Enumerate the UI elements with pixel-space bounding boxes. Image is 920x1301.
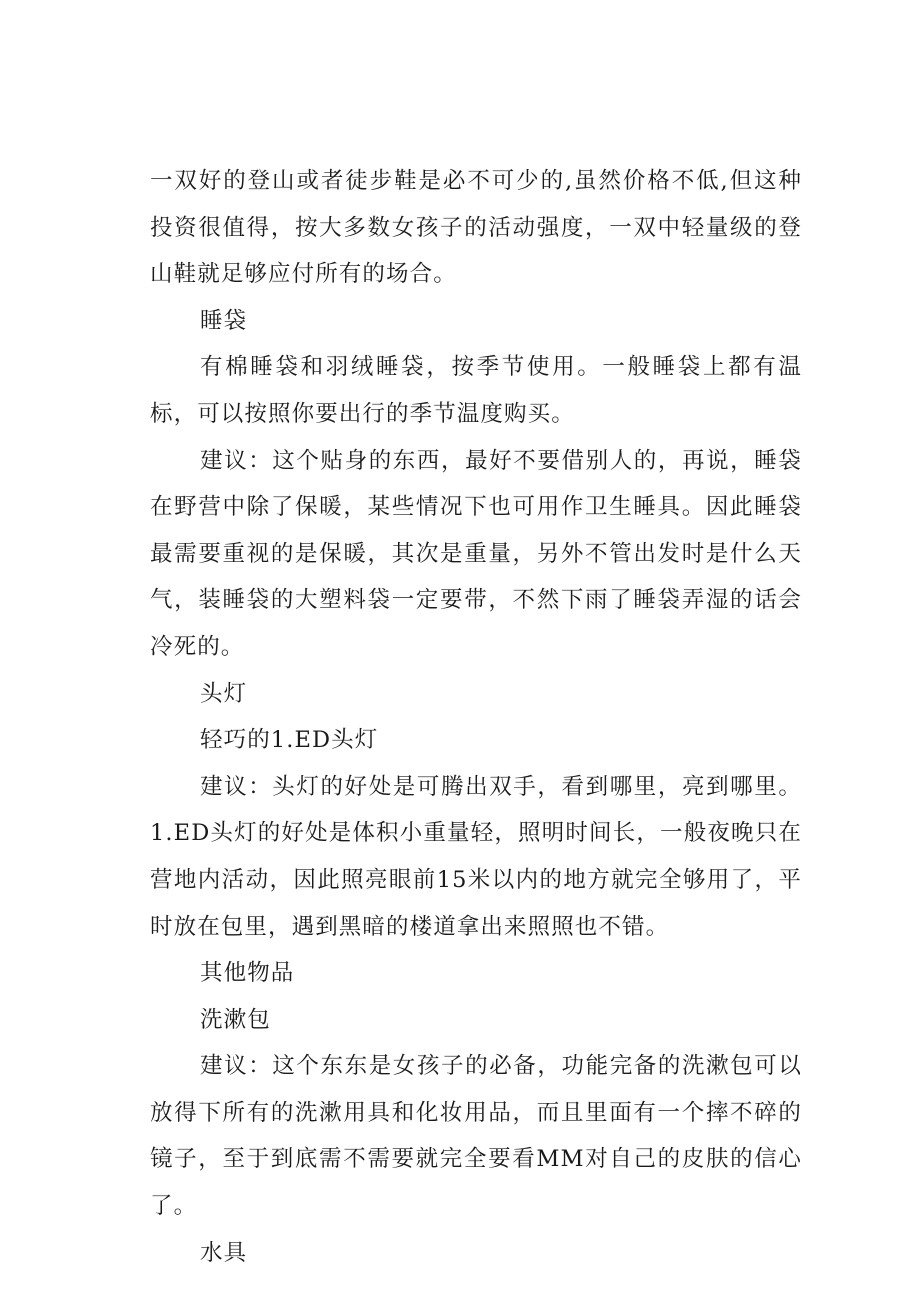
heading-other-items: 其他物品: [200, 960, 295, 987]
heading-sleeping-bag: 睡袋: [200, 307, 248, 334]
heading-headlamp: 头灯: [200, 680, 248, 707]
paragraph-toiletry-advice: 建议：这个东东是女孩子的必备，功能完备的洗漱包可以放得下所有的洗漱用具和化妆用品，而且里面有一个摔不碎的镜子，至于到底需不需要就完全要看MM对自己的皮肤的信心了。: [150, 1053, 802, 1220]
paragraph-sleeping-bag-advice: 建议：这个贴身的东西，最好不要借别人的，再说，睡袋在野营中除了保暖，某些情况下也可用作卫生睡具。因此睡袋最需要重视的是保暖，其次是重量，另外不管出发时是什么天气，装睡袋的大塑料袋一定要带，不然下雨了睡袋弄湿的话会冷死的。: [150, 447, 802, 660]
paragraph-sleeping-bag-types: 有棉睡袋和羽绒睡袋，按季节使用。一般睡袋上都有温标，可以按照你要出行的季节温度购买。: [150, 354, 802, 427]
paragraph-headlamp-advice: 建议：头灯的好处是可腾出双手，看到哪里，亮到哪里。1.ED头灯的好处是体积小重量轻，照明时间长，一般夜晚只在营地内活动，因此照亮眼前15米以内的地方就完全够用了，平时放在包里，遇到黑暗的楼道拿出来照照也不错。: [150, 773, 802, 940]
document-body: [150, 158, 802, 1276]
heading-water-gear: 水具: [200, 1239, 248, 1266]
paragraph-led-headlamp: 轻巧的1.ED头灯: [200, 727, 379, 754]
heading-toiletry-bag: 洗漱包: [200, 1006, 271, 1033]
paragraph-hiking-shoes: 一双好的登山或者徒步鞋是必不可少的,虽然价格不低,但这种投资很值得，按大多数女孩子的活动强度，一双中轻量级的登山鞋就足够应付所有的场合。: [150, 168, 802, 288]
